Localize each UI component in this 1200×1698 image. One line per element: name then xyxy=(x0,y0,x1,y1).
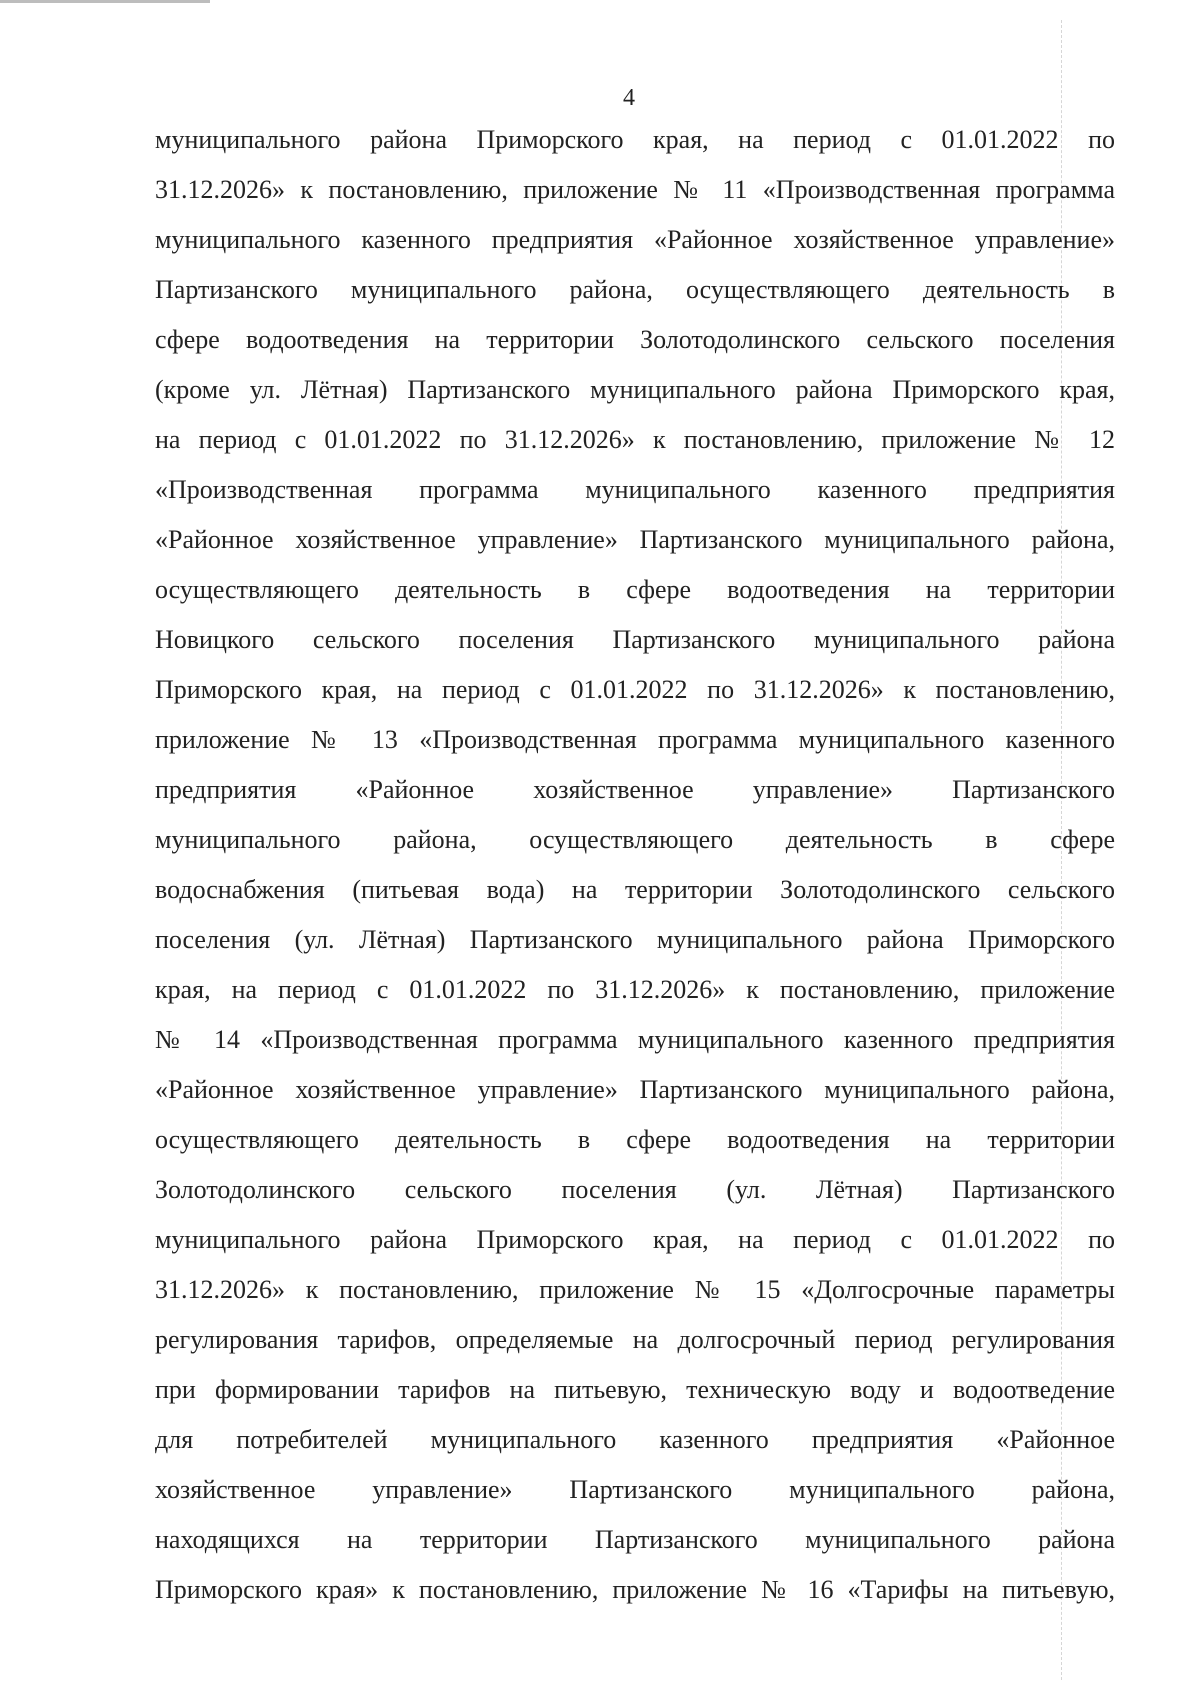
scan-edge-mark xyxy=(0,0,210,3)
text-line: при формировании тарифов на питьевую, техническую воду и водоотведение xyxy=(155,1375,1115,1404)
text-line: «Районное хозяйственное управление» Партизанского муниципального района, xyxy=(155,1075,1115,1104)
text-line: находящихся на территории Партизанского муниципального района xyxy=(155,1525,1115,1554)
text-line: муниципального казенного предприятия «Районное хозяйственное управление» xyxy=(155,225,1115,254)
text-line: 31.12.2026» к постановлению, приложение № 11 «Производственная программа xyxy=(155,175,1115,204)
text-line: сфере водоотведения на территории Золотодолинского сельского поселения xyxy=(155,325,1115,354)
text-line: «Районное хозяйственное управление» Партизанского муниципального района, xyxy=(155,525,1115,554)
text-line: Новицкого сельского поселения Партизанского муниципального района xyxy=(155,625,1115,654)
text-line: Партизанского муниципального района, осуществляющего деятельность в xyxy=(155,275,1115,304)
document-body xyxy=(155,115,1115,1615)
page-number: 4 xyxy=(623,85,635,111)
text-line: № 14 «Производственная программа муниципального казенного предприятия xyxy=(155,1025,1115,1054)
text-line: на период с 01.01.2022 по 31.12.2026» к постановлению, приложение № 12 xyxy=(155,425,1115,454)
text-line: водоснабжения (питьевая вода) на территории Золотодолинского сельского xyxy=(155,875,1115,904)
text-line: Золотодолинского сельского поселения (ул. Лётная) Партизанского xyxy=(155,1175,1115,1204)
text-line: Приморского края, на период с 01.01.2022 по 31.12.2026» к постановлению, xyxy=(155,675,1115,704)
text-line: осуществляющего деятельность в сфере водоотведения на территории xyxy=(155,1125,1115,1154)
text-line: приложение № 13 «Производственная программа муниципального казенного xyxy=(155,725,1115,754)
text-line: края, на период с 01.01.2022 по 31.12.2026» к постановлению, приложение xyxy=(155,975,1115,1004)
text-line: регулирования тарифов, определяемые на долгосрочный период регулирования xyxy=(155,1325,1115,1354)
text-line: Приморского края» к постановлению, приложение № 16 «Тарифы на питьевую, xyxy=(155,1575,1115,1604)
text-line: поселения (ул. Лётная) Партизанского муниципального района Приморского xyxy=(155,925,1115,954)
text-line: муниципального района Приморского края, на период с 01.01.2022 по xyxy=(155,1225,1115,1254)
text-line: «Производственная программа муниципального казенного предприятия xyxy=(155,475,1115,504)
text-line: 31.12.2026» к постановлению, приложение № 15 «Долгосрочные параметры xyxy=(155,1275,1115,1304)
text-line: для потребителей муниципального казенного предприятия «Районное xyxy=(155,1425,1115,1454)
text-line: муниципального района Приморского края, на период с 01.01.2022 по xyxy=(155,125,1115,154)
text-line: (кроме ул. Лётная) Партизанского муниципального района Приморского края, xyxy=(155,375,1115,404)
text-line: предприятия «Районное хозяйственное управление» Партизанского xyxy=(155,775,1115,804)
text-line: осуществляющего деятельность в сфере водоотведения на территории xyxy=(155,575,1115,604)
text-line: хозяйственное управление» Партизанского муниципального района, xyxy=(155,1475,1115,1504)
text-line: муниципального района, осуществляющего деятельность в сфере xyxy=(155,825,1115,854)
